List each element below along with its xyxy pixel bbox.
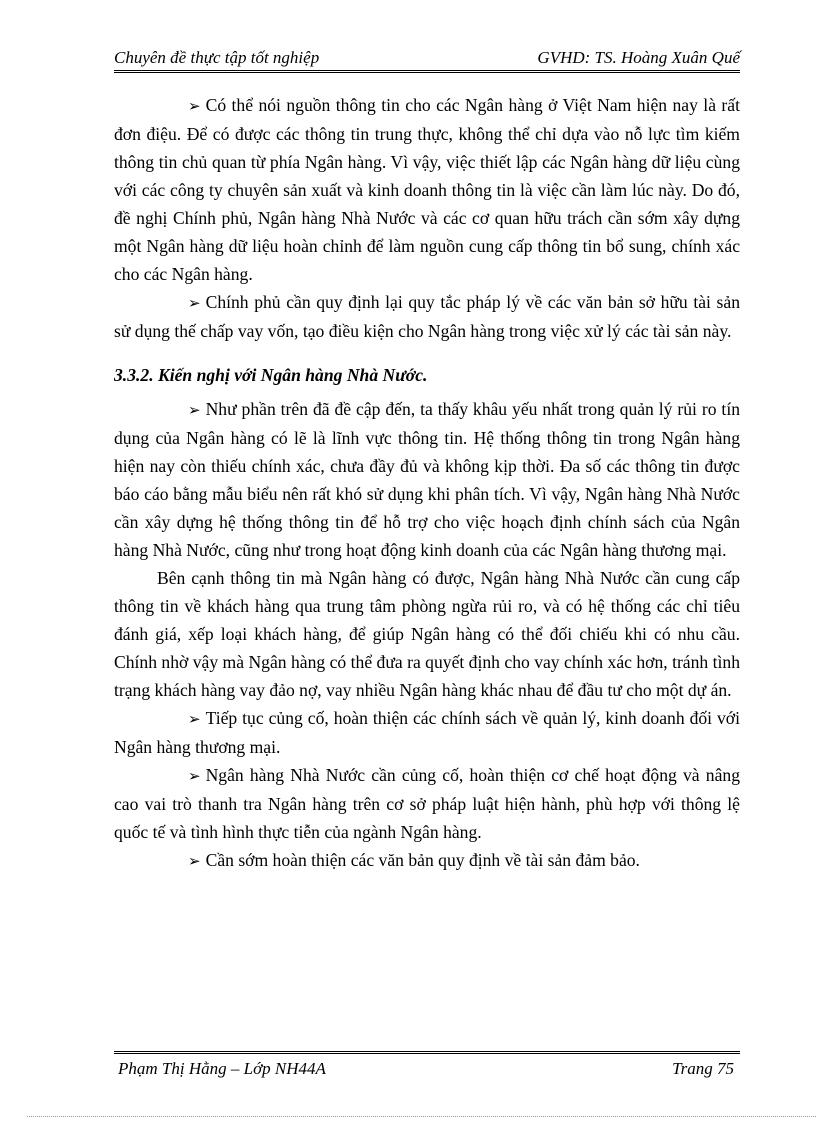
arrow-right-icon: ➢ [188,767,201,785]
paragraph: Bên cạnh thông tin mà Ngân hàng có được, Ngân hàng Nhà Nước cần cung cấp thông tin về khách hàng qua trung tâm phòng ngừa rủi ro, và có hệ thống các chỉ tiêu đánh giá, xếp loại khách hàng, để giúp Ngân hàng có thể đối chiếu khi có nhu cầu. Chính nhờ vậy mà Ngân hàng có thể đưa ra quyết định cho vay chính xác hơn, tránh tình trạng khách hàng vay đảo nợ, vay nhiều Ngân hàng khác nhau để đầu tư cho một dự án. [114,568,740,700]
page-footer [114,1051,740,1079]
bullet-paragraph [114,91,740,288]
paragraph-text: Có thể nói nguồn thông tin cho các Ngân hàng ở Việt Nam hiện nay là rất đơn điệu. Để có được các thông tin trung thực, không thể chỉ dựa vào nỗ lực tìm kiếm thông tin chủ quan từ phía Ngân hàng. Vì vậy, việc thiết lập các Ngân hàng dữ liệu cùng với các công ty chuyên sản xuất và kinh doanh thông tin là việc cần làm lúc này. Do đó, đề nghị Chính phủ, Ngân hàng Nhà Nước và các cơ quan hữu trách cần sớm xây dựng một Ngân hàng dữ liệu hoàn chỉnh để làm nguồn cung cấp thông tin bổ sung, chính xác cho các Ngân hàng. [114,95,740,284]
arrow-right-icon: ➢ [188,401,201,419]
paragraph-text: Cần sớm hoàn thiện các văn bản quy định về tài sản đảm bảo. [205,850,640,870]
paragraph-text: Tiếp tục củng cố, hoàn thiện các chính sách về quản lý, kinh doanh đối với Ngân hàng thương mại. [114,708,740,757]
bullet-paragraph [114,395,740,564]
bullet-paragraph [114,761,740,846]
footer-author: Phạm Thị Hằng – Lớp NH44A [118,1059,326,1078]
arrow-right-icon: ➢ [188,294,201,312]
bullet-paragraph [114,288,740,345]
paragraph-text: Ngân hàng Nhà Nước cần củng cố, hoàn thiện cơ chế hoạt động và nâng cao vai trò thanh tra Ngân hàng trên cơ sở pháp luật hiện hành, phù hợp với thông lệ quốc tế và tình hình thực tiễn của ngành Ngân hàng. [114,765,740,842]
page-edge-divider [27,1116,816,1117]
arrow-right-icon: ➢ [188,852,201,870]
header-advisor: GVHD: TS. Hoàng Xuân Quế [537,48,740,67]
bullet-paragraph [114,846,740,875]
page-number: Trang 75 [672,1059,734,1078]
header-document-title: Chuyên đề thực tập tốt nghiệp [114,48,320,67]
arrow-right-icon: ➢ [188,97,201,115]
section-heading: 3.3.2. Kiến nghị với Ngân hàng Nhà Nước. [114,365,428,385]
bullet-paragraph [114,704,740,761]
paragraph-text: Chính phủ cần quy định lại quy tắc pháp lý về các văn bản sở hữu tài sản sử dụng thế chấp vay vốn, tạo điều kiện cho Ngân hàng trong việc xử lý các tài sản này. [114,292,740,341]
paragraph-text: Như phần trên đã đề cập đến, ta thấy khâu yếu nhất trong quản lý rủi ro tín dụng của Ngân hàng có lẽ là lĩnh vực thông tin. Hệ thống thông tin trong Ngân hàng hiện nay còn thiếu chính xác, chưa đầy đủ và không kịp thời. Đa số các thông tin được báo cáo bằng mẫu biểu nên rất khó sử dụng khi phân tích. Vì vậy, Ngân hàng Nhà Nước cần xây dựng hệ thống thông tin để hỗ trợ cho việc hoạch định chính sách của Ngân hàng Nhà Nước, cũng như trong hoạt động kinh doanh của các Ngân hàng thương mại. [114,399,740,560]
page-body [114,91,740,875]
page-header [114,47,740,73]
arrow-right-icon: ➢ [188,710,201,728]
